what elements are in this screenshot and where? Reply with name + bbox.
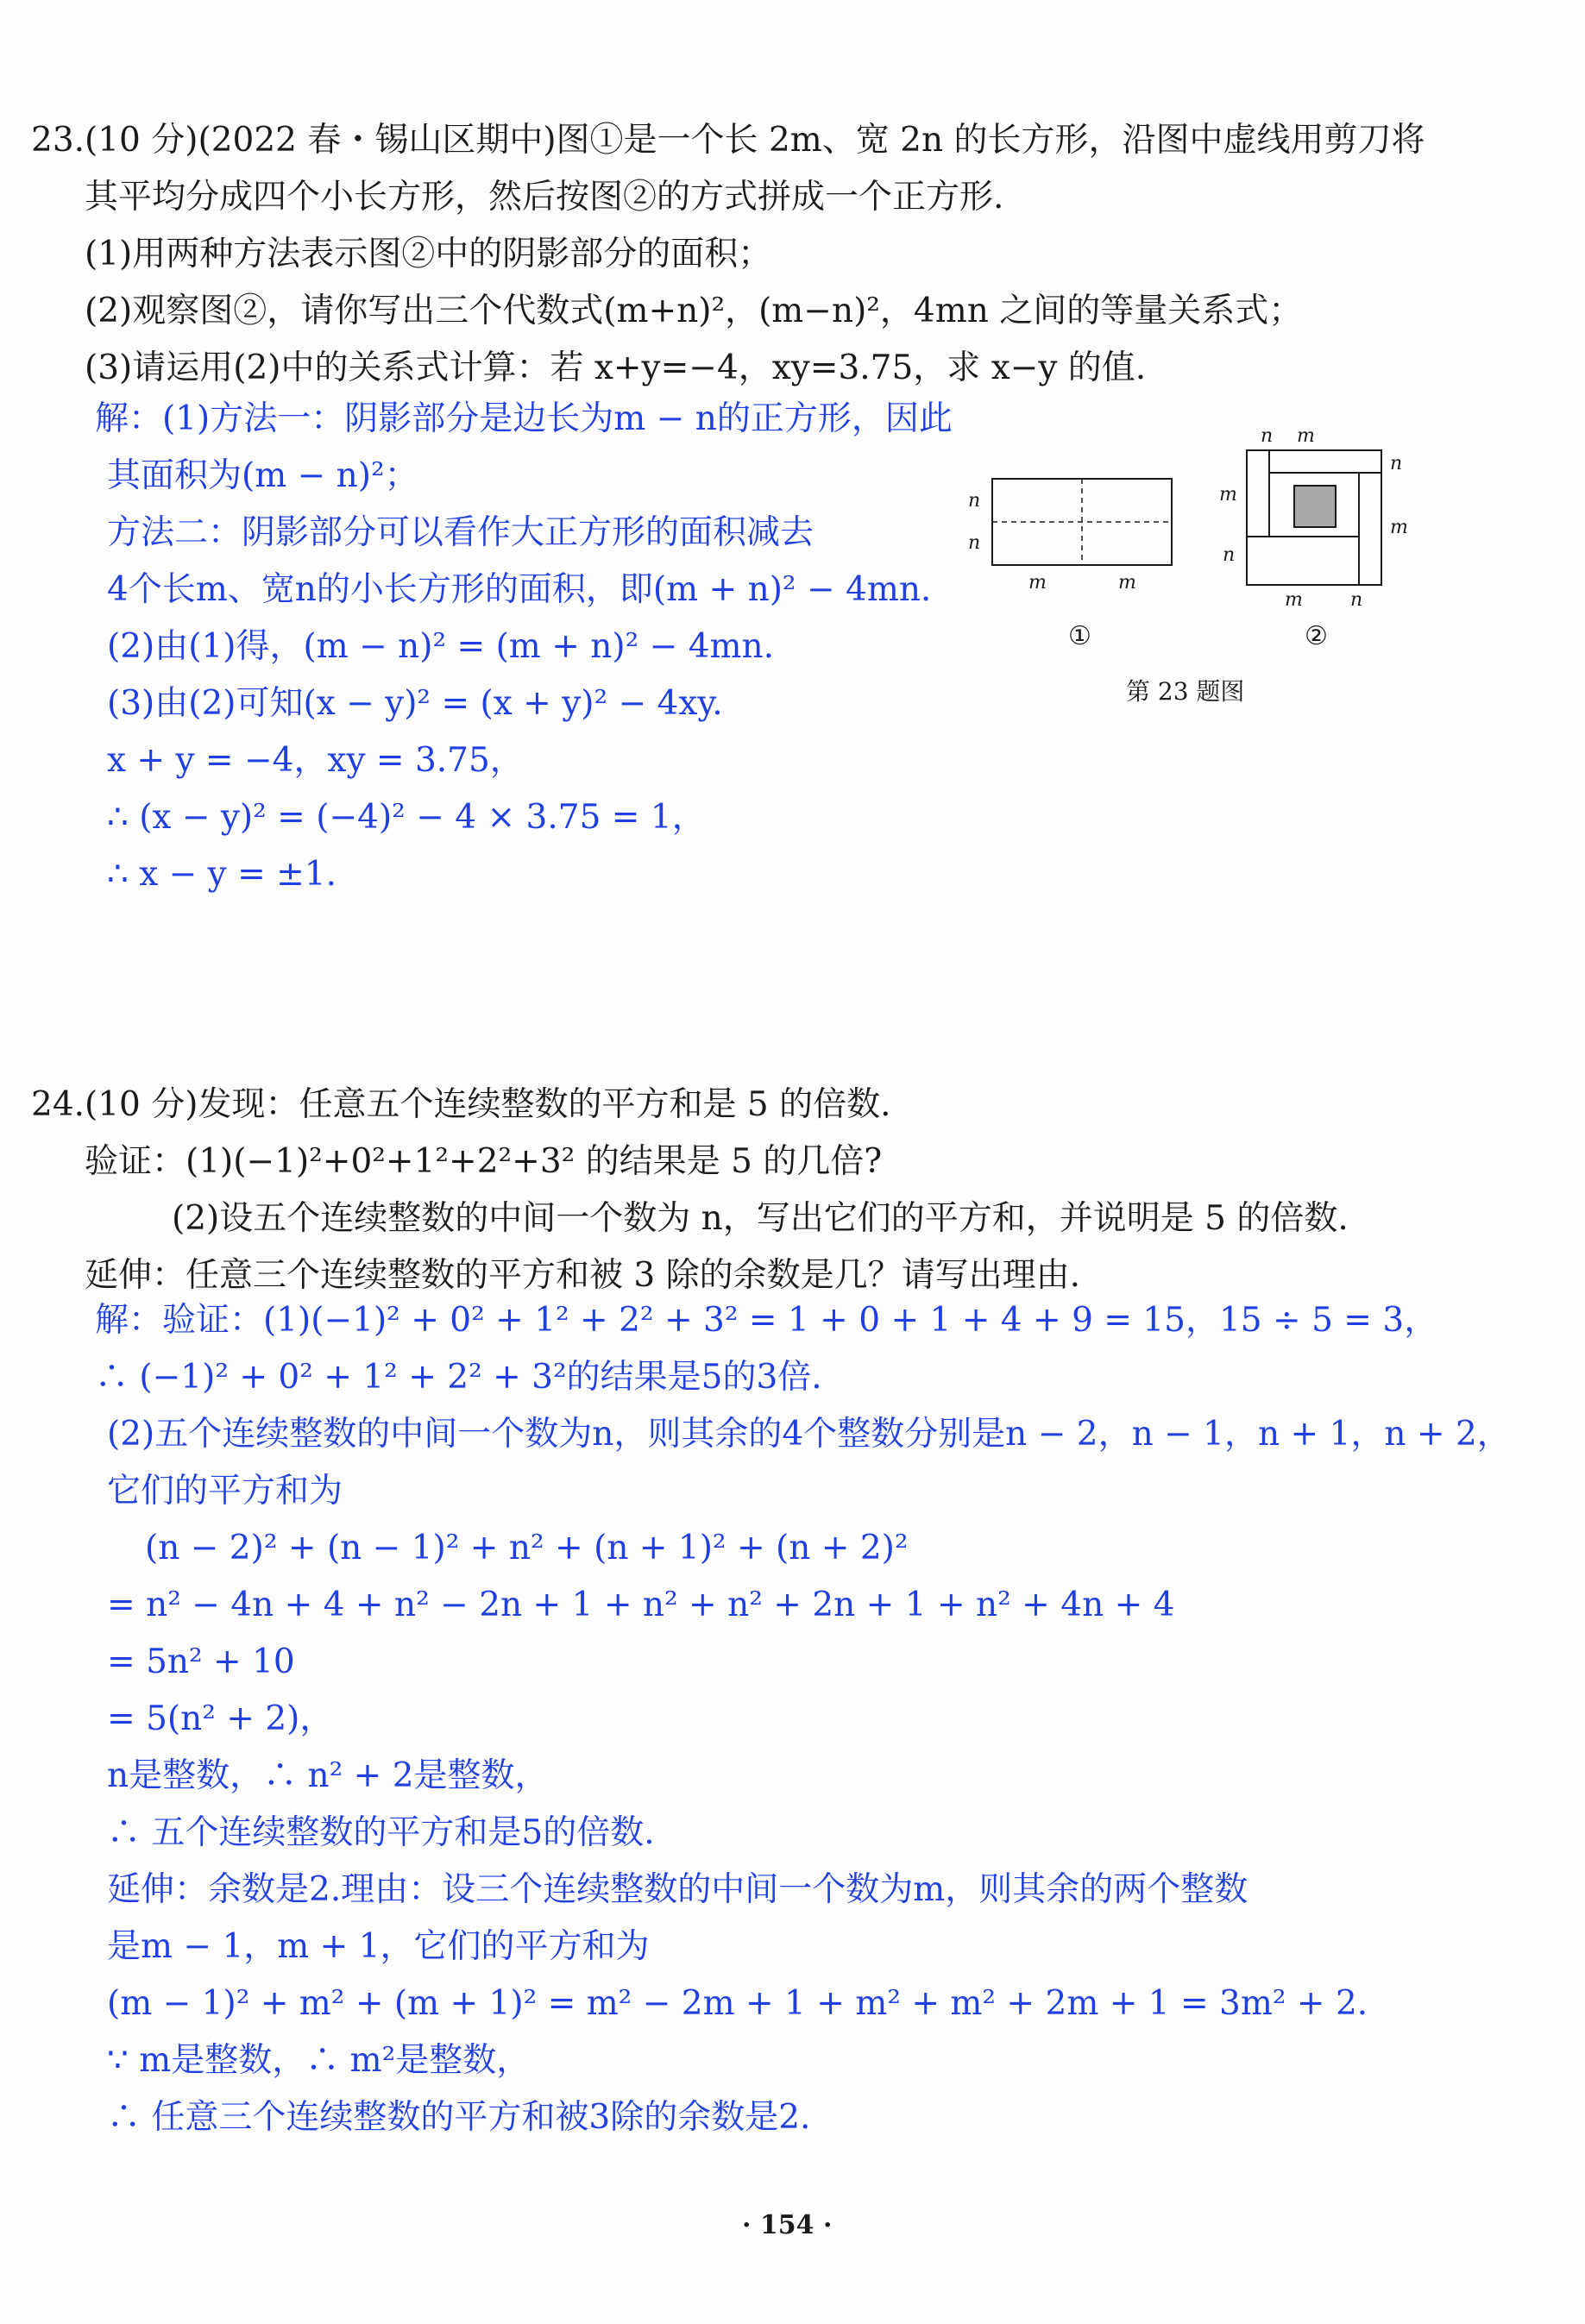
figure-2-rect-right (1359, 473, 1381, 585)
q24-line-1: 24.(10 分)发现：任意五个连续整数的平方和是 5 的倍数. (31, 1085, 891, 1124)
page-number: · 154 · (742, 2210, 833, 2240)
q24-line-4: 延伸：任意三个连续整数的平方和被 3 除的余数是几？请写出理由. (85, 1256, 1081, 1295)
q24-answer-line-6: = n² − 4n + 4 + n² − 2n + 1 + n² + n² + 2n + 1 + n² + 4n + 4 (107, 1586, 1175, 1624)
figure-2-label-m-right: m (1390, 517, 1408, 538)
figure-1 (958, 466, 1191, 612)
q24-answer-line-1: 解：验证：(1)(−1)² + 0² + 1² + 2² + 3² = 1 + 0 + 1 + 4 + 9 = 15，15 ÷ 5 = 3， (95, 1301, 1438, 1340)
figure-1-label-m-left: m (1028, 572, 1047, 594)
q23-line-1: 23.(10 分)(2022 春・锡山区期中)图①是一个长 2m、宽 2n 的长方形，沿图中虚线用剪刀将 (31, 121, 1425, 160)
q24-answer-line-12: 是m − 1，m + 1，它们的平方和为 (107, 1927, 650, 1966)
figure-2-shaded-square (1294, 486, 1336, 527)
q23-line-3: (1)用两种方法表示图②中的阴影部分的面积； (85, 235, 772, 273)
figure-1-number: ① (1068, 621, 1091, 651)
figure-2-label-n-right: n (1390, 453, 1403, 474)
q24-answer-line-13: (m − 1)² + m² + (m + 1)² = m² − 2m + 1 + m² + m² + 2m + 1 = 3m² + 2. (107, 1984, 1368, 2023)
q24-answer-line-2: ∴ (−1)² + 0² + 1² + 2² + 3²的结果是5的3倍. (95, 1358, 822, 1397)
q24-answer-line-8: = 5(n² + 2)， (107, 1699, 334, 1738)
q23-answer-line-7: x + y = −4，xy = 3.75， (107, 741, 524, 780)
q24-line-3: (2)设五个连续整数的中间一个数为 n，写出它们的平方和，并说明是 5 的倍数. (172, 1199, 1349, 1238)
figure-2-rect-left (1247, 450, 1269, 537)
q23-answer-line-6: (3)由(2)可知(x − y)² = (x + y)² − 4xy. (107, 684, 723, 723)
figure-2-label-m-left: m (1219, 484, 1237, 506)
figure-2 (1212, 423, 1437, 621)
q23-answer-line-8: ∴ (x − y)² = (−4)² − 4 × 3.75 = 1， (107, 798, 706, 837)
q24-answer-line-10: ∴ 五个连续整数的平方和是5的倍数. (107, 1813, 655, 1852)
q23-answer-line-3: 方法二：阴影部分可以看作大正方形的面积减去 (107, 513, 815, 552)
q23-answer-line-5: (2)由(1)得，(m − n)² = (m + n)² − 4mn. (107, 627, 775, 666)
q23-line-4: (2)观察图②，请你写出三个代数式(m+n)²，(m−n)²，4mn 之间的等量关系式； (85, 292, 1303, 330)
figure-2-label-n-bottom: n (1350, 589, 1363, 611)
figure-1-label-m-right: m (1118, 572, 1136, 594)
q23-line-5: (3)请运用(2)中的关系式计算：若 x+y=−4，xy=3.75，求 x−y 的值. (85, 349, 1147, 387)
q23-line-2: 其平均分成四个小长方形，然后按图②的方式拼成一个正方形. (85, 178, 1004, 217)
figure-2-label-n-left: n (1223, 544, 1236, 566)
figure-2-label-n-top: n (1261, 425, 1274, 447)
figure-2-number: ② (1305, 621, 1328, 651)
figure-2-rect-top (1269, 450, 1381, 473)
q24-answer-line-11: 延伸：余数是2.理由：设三个连续整数的中间一个数为m，则其余的两个整数 (107, 1870, 1249, 1909)
figure-2-rect-bottom (1247, 537, 1359, 585)
q23-answer-line-4: 4个长m、宽n的小长方形的面积，即(m + n)² − 4mn. (107, 570, 932, 609)
figure-1-label-n-bottom: n (968, 532, 981, 554)
q24-answer-line-4: 它们的平方和为 (107, 1472, 343, 1511)
figure-caption: 第 23 题图 (1126, 677, 1245, 706)
q23-answer-line-9: ∴ x − y = ±1. (107, 855, 337, 894)
q24-answer-line-14: ∵ m是整数，∴ m²是整数， (107, 2041, 531, 2080)
q24-line-2: 验证：(1)(−1)²+0²+1²+2²+3² 的结果是 5 的几倍? (85, 1142, 883, 1181)
q24-answer-line-3: (2)五个连续整数的中间一个数为n，则其余的4个整数分别是n − 2，n − 1，n + 1，n + 2， (107, 1415, 1511, 1454)
q24-answer-line-5: (n − 2)² + (n − 1)² + n² + (n + 1)² + (n + 2)² (145, 1529, 909, 1567)
figure-1-label-n-top: n (968, 490, 981, 512)
figure-2-label-m-top: m (1297, 425, 1315, 447)
q23-answer-line-2: 其面积为(m − n)²； (107, 456, 418, 495)
q24-answer-line-9: n是整数，∴ n² + 2是整数， (107, 1756, 549, 1795)
figure-2-label-m-bottom: m (1285, 589, 1303, 611)
q24-answer-line-7: = 5n² + 10 (107, 1643, 295, 1681)
q23-answer-line-1: 解：(1)方法一：阴影部分是边长为m − n的正方形，因此 (95, 399, 953, 438)
q24-answer-line-15: ∴ 任意三个连续整数的平方和被3除的余数是2. (107, 2098, 811, 2137)
